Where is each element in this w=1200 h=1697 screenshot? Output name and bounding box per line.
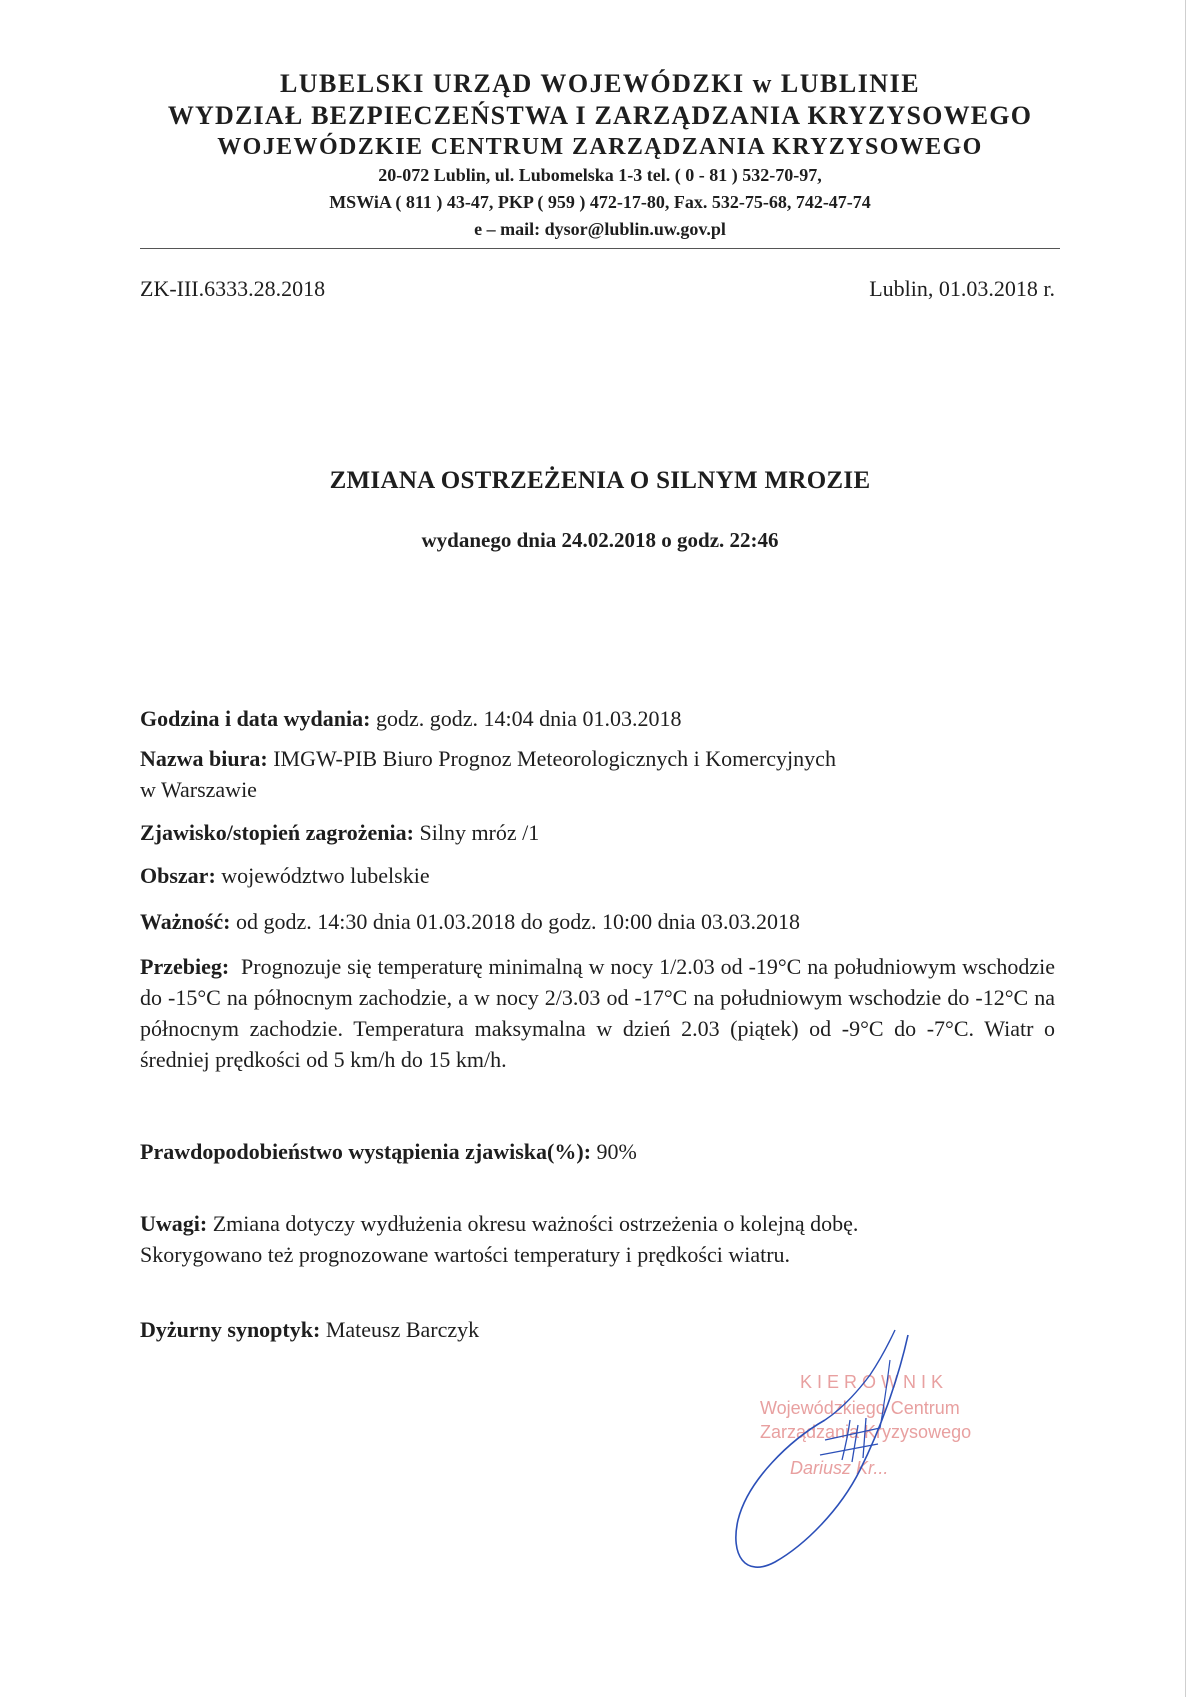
field-phenomenon-label: Zjawisko/stopień zagrożenia: <box>140 820 414 845</box>
field-area-value: województwo lubelskie <box>221 863 430 888</box>
place-date: Lublin, 01.03.2018 r. <box>869 276 1055 301</box>
stamp-line-4: Dariusz Kr... <box>790 1458 889 1478</box>
field-probability <box>140 1136 1058 1167</box>
field-remarks-value-cont: Skorygowano też prognozowane wartości temperatury i prędkości wiatru. <box>140 1242 791 1267</box>
field-office-value: IMGW-PIB Biuro Prognoz Meteorologicznych i Komercyjnych <box>273 746 836 771</box>
stamp-line-3: Zarządzania Kryzysowego <box>760 1422 972 1442</box>
field-remarks-value: Zmiana dotyczy wydłużenia okresu ważności ostrzeżenia o kolejną dobę. <box>212 1211 859 1236</box>
letterhead-department: WYDZIAŁ BEZPIECZEŃSTWA I ZARZĄDZANIA KRYZYSOWEGO <box>167 101 1033 130</box>
field-office-label: Nazwa biura: <box>140 746 268 771</box>
field-validity <box>140 906 1058 937</box>
field-course <box>140 951 1055 1075</box>
field-remarks-label: Uwagi: <box>140 1211 208 1236</box>
page-edge <box>1185 0 1186 1697</box>
letterhead-address: 20-072 Lublin, ul. Lubomelska 1-3 tel. ( 0 - 81 ) 532-70-97, <box>378 165 822 185</box>
field-validity-value: od godz. 14:30 dnia 01.03.2018 do godz. 10:00 dnia 03.03.2018 <box>235 909 800 934</box>
field-phenomenon <box>140 817 1058 848</box>
field-issued-label: Godzina i data wydania: <box>140 706 371 731</box>
field-course-label: Przebieg: <box>140 954 230 979</box>
stamp-line-1: KIEROWNIK <box>800 1372 949 1392</box>
field-area-label: Obszar: <box>140 863 216 888</box>
reference-number: ZK-III.6333.28.2018 <box>140 276 326 301</box>
field-course-value: Prognozuje się temperaturę minimalną w nocy 1/2.03 od -19°C na południowym wschodzie do -15°C na północnym zachodzie, a w nocy 2/3.03 od -17°C na południowym wschodzie do -12°C na północnym zachodzie. Temperatura maksymalna w dzień 2.03 (piątek) od -9°C do -7°C. Wiatr o średniej prędkości od 5 km/h do 15 km/h. <box>140 954 1056 1072</box>
letterhead <box>0 68 1200 243</box>
field-office <box>140 743 1058 805</box>
document-title: ZMIANA OSTRZEŻENIA O SILNYM MROZIE <box>329 467 871 494</box>
field-phenomenon-value: Silny mróz /1 <box>419 820 540 845</box>
document-subtitle: wydanego dnia 24.02.2018 o godz. 22:46 <box>421 528 779 552</box>
field-area <box>140 860 1058 891</box>
field-office-value-cont: w Warszawie <box>140 777 257 802</box>
letterhead-office: LUBELSKI URZĄD WOJEWÓDZKI w LUBLINIE <box>279 69 921 98</box>
letterhead-divider <box>140 248 1060 249</box>
field-probability-value: 90% <box>596 1139 637 1164</box>
field-issued <box>140 703 1058 734</box>
field-validity-label: Ważność: <box>140 909 231 934</box>
field-duty-value: Mateusz Barczyk <box>325 1317 480 1342</box>
field-probability-label: Prawdopodobieństwo wystąpienia zjawiska(%): <box>140 1139 592 1164</box>
stamp-line-2: Wojewódzkiego Centrum <box>760 1398 960 1418</box>
field-issued-value: godz. godz. 14:04 dnia 01.03.2018 <box>375 706 682 731</box>
letterhead-center: WOJEWÓDZKIE CENTRUM ZARZĄDZANIA KRYZYSOWEGO <box>217 134 983 160</box>
field-remarks <box>140 1208 1058 1270</box>
handwritten-signature <box>730 1320 950 1580</box>
field-duty-label: Dyżurny synoptyk: <box>140 1317 321 1342</box>
letterhead-email: e – mail: dysor@lublin.uw.gov.pl <box>474 219 726 239</box>
letterhead-phones: MSWiA ( 811 ) 43-47, PKP ( 959 ) 472-17-80, Fax. 532-75-68, 742-47-74 <box>329 192 871 212</box>
